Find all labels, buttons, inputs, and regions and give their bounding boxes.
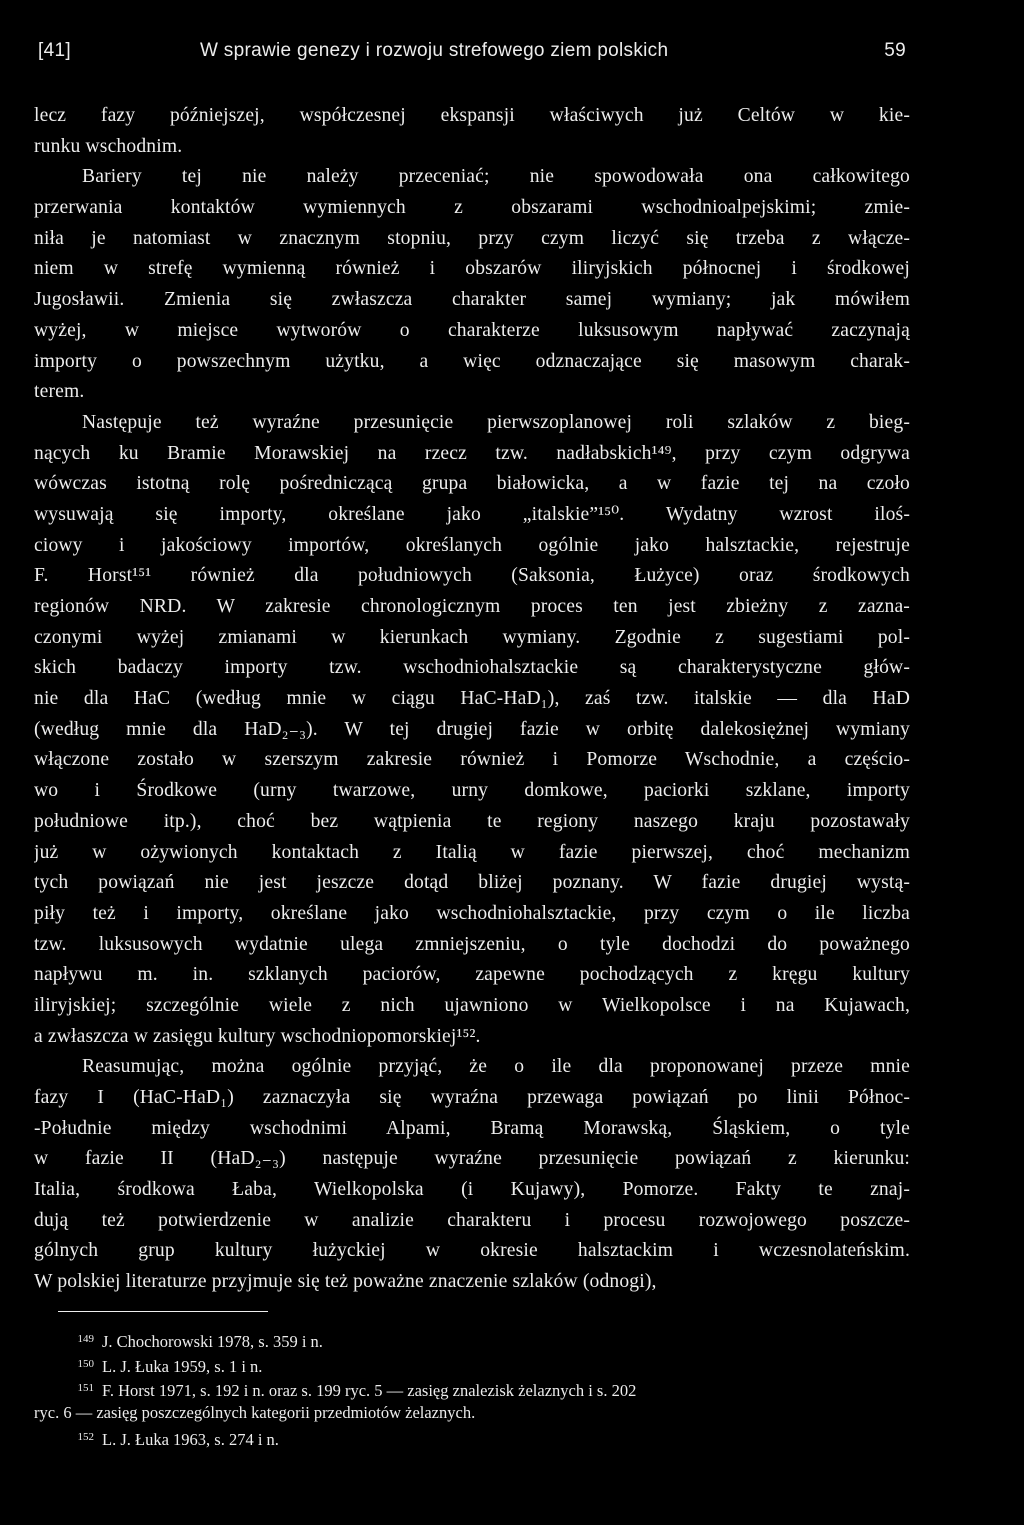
text-line: południowe itp.), choć bez wątpienia te regiony naszego kraju pozostawały xyxy=(34,810,910,832)
running-title: W sprawie genezy i rozwoju strefowego ziem polskich xyxy=(200,40,669,61)
body-text xyxy=(34,101,910,1298)
footnote-text: ryc. 6 — zasięg poszczególnych kategorii przedmiotów żelaznych. xyxy=(34,1402,476,1422)
footnote-text: F. Horst 1971, s. 192 i n. oraz s. 199 ryc. 5 — zasięg znalezisk żelaznych i s. 202 xyxy=(102,1381,637,1400)
text-line: fazy I (HaC-HaD₁) zaznaczyła się wyraźna przewaga powiązań po linii Północ- xyxy=(34,1087,910,1108)
text-line: ciowy i jakościowy importów, określanych ogólnie jako halsztackie, rejestruje xyxy=(34,534,910,556)
text-line: regionów NRD. W zakresie chronologicznym proces ten jest zbieżny z zazna- xyxy=(34,596,910,617)
footnote xyxy=(34,1352,910,1377)
text-line: wysuwają się importy, określane jako „italskie”¹⁵⁰. Wydatny wzrost iloś- xyxy=(34,503,910,525)
text-line: Bariery tej nie należy przeceniać; nie spowodowała ona całkowitego xyxy=(82,166,910,188)
footnote xyxy=(34,1376,910,1401)
text-line: Italia, środkowa Łaba, Wielkopolska (i Kujawy), Pomorze. Fakty te znaj- xyxy=(34,1179,910,1201)
footnotes xyxy=(34,1327,910,1450)
text-line: iliryjskiej; szczególnie wiele z nich ujawniono w Wielkopolsce i na Kujawach, xyxy=(34,994,910,1016)
text-line: nie dla HaC (według mnie w ciągu HaC-HaD₁), zaś tzw. italskie — dla HaD xyxy=(34,688,910,710)
footnote-number: 149 xyxy=(77,1333,94,1345)
text-line: już w ożywionych kontaktach z Italią w fazie pierwszej, choć mechanizm xyxy=(34,841,910,863)
page-number: 59 xyxy=(884,40,906,61)
text-line: niła je natomiast w znacznym stopniu, przy czym liczyć się trzeba z włącze- xyxy=(34,227,910,249)
text-line: W polskiej literaturze przyjmuje się też poważne znaczenie szlaków (odnogi), xyxy=(34,1271,657,1293)
text-line: wo i Środkowe (urny twarzowe, urny domkowe, paciorki szklane, importy xyxy=(34,780,910,802)
text-line: runku wschodnim. xyxy=(34,135,183,157)
footnote-number: 152 xyxy=(77,1431,94,1443)
text-line: Jugosławii. Zmienia się zwłaszcza charakter samej wymiany; jak mówiłem xyxy=(34,289,910,311)
text-line: terem. xyxy=(34,381,85,403)
text-line: skich badaczy importy tzw. wschodniohalsztackie są charakterystyczne głów- xyxy=(34,657,910,679)
text-line: wyżej, w miejsce wytworów o charakterze luksusowym napływać zaczynają xyxy=(34,319,910,341)
text-line: gólnych grup kultury łużyckiej w okresie halsztackim i wczesnolateńskim. xyxy=(34,1240,910,1262)
text-line: piły też i importy, określane jako wschodniohalsztackie, przy czym o ile liczba xyxy=(34,902,910,924)
text-line: Reasumując, można ogólnie przyjąć, że o ile dla proponowanej przeze mnie xyxy=(82,1056,910,1078)
footnote-separator xyxy=(58,1311,268,1312)
text-line: tzw. luksusowych wydatnie ulega zmniejszeniu, o tyle dochodzi do poważnego xyxy=(34,933,910,955)
text-line: nących ku Bramie Morawskiej na rzecz tzw. nadłabskich¹⁴⁹, przy czym odgrywa xyxy=(34,442,910,464)
text-line: lecz fazy późniejszej, współczesnej ekspansji właściwych już Celtów w kie- xyxy=(34,105,910,126)
footnote xyxy=(34,1327,910,1352)
text-line: przerwania kontaktów wymiennych z obszarami wschodnioalpejskimi; zmie- xyxy=(34,197,910,219)
text-line: a zwłaszcza w zasięgu kultury wschodniopomorskiej¹⁵². xyxy=(34,1025,481,1047)
footnote-number: 151 xyxy=(77,1382,94,1394)
text-line: -Południe między wschodnimi Alpami, Bramą Morawską, Śląskiem, o tyle xyxy=(34,1117,910,1139)
running-header xyxy=(38,40,906,62)
text-line: włączone zostało w szerszym zakresie również i Pomorze Wschodnie, a częścio- xyxy=(34,749,910,771)
text-line: wówczas istotną rolę pośredniczącą grupa białowicka, a w fazie tej na czoło xyxy=(34,473,910,495)
text-line: F. Horst¹⁵¹ również dla południowych (Saksonia, Łużyce) oraz środkowych xyxy=(34,565,910,587)
section-number: [41] xyxy=(38,40,71,61)
text-line: napływu m. in. szklanych paciorów, zapewne pochodzących z kręgu kultury xyxy=(34,964,910,986)
text-line: dują też potwierdzenie w analizie charakteru i procesu rozwojowego poszcze- xyxy=(34,1209,910,1231)
text-line: Następuje też wyraźne przesunięcie pierwszoplanowej roli szlaków z bieg- xyxy=(82,411,910,433)
text-line: w fazie II (HaD₂₋₃) następuje wyraźne przesunięcie powiązań z kierunku: xyxy=(34,1148,910,1170)
footnote-number: 150 xyxy=(77,1357,94,1370)
text-line: niem w strefę wymienną również i obszarów iliryjskich północnej i środkowej xyxy=(34,258,910,280)
footnote xyxy=(34,1401,910,1426)
footnote-text: L. J. Łuka 1959, s. 1 i n. xyxy=(102,1356,263,1376)
footnote xyxy=(34,1425,910,1450)
footnote-text: J. Chochorowski 1978, s. 359 i n. xyxy=(102,1332,323,1351)
text-line: (według mnie dla HaD₂₋₃). W tej drugiej fazie w orbitę dalekosiężnej wymiany xyxy=(34,718,910,740)
footnote-text: L. J. Łuka 1963, s. 274 i n. xyxy=(102,1430,279,1449)
text-line: tych powiązań nie jest jeszcze dotąd bliżej poznany. W fazie drugiej wystą- xyxy=(34,872,910,894)
text-line: czonymi wyżej zmianami w kierunkach wymiany. Zgodnie z sugestiami pol- xyxy=(34,626,910,648)
text-line: importy o powszechnym użytku, a więc odznaczające się masowym charak- xyxy=(34,350,910,372)
